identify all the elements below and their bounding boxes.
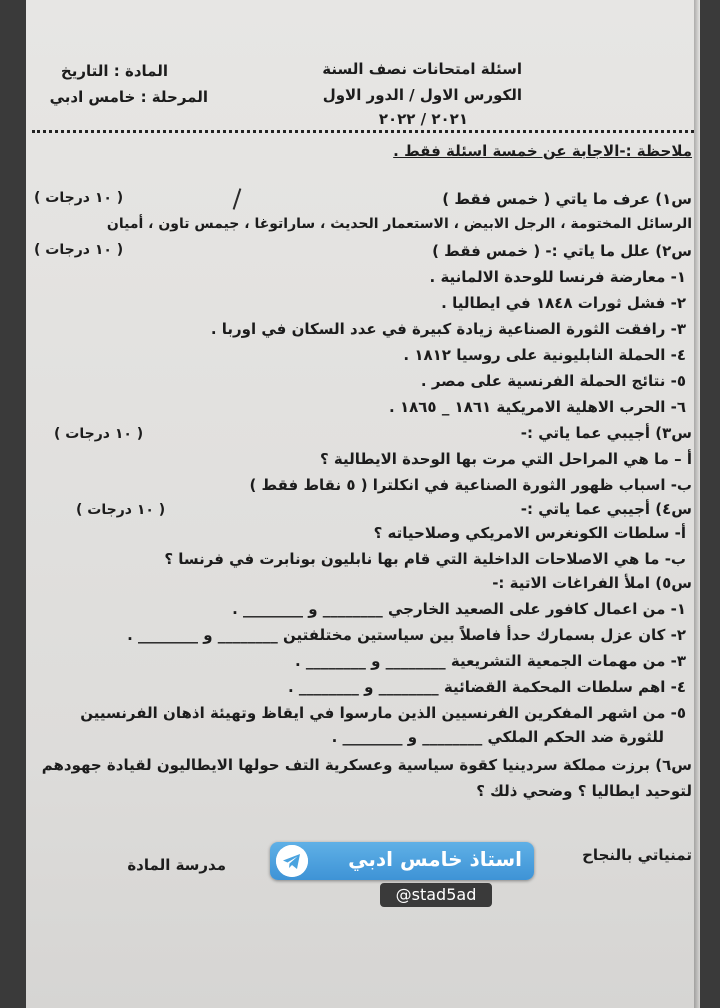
q2-marks: ( ١٠ درجات ) (34, 242, 124, 258)
exam-title: اسئلة امتحانات نصف السنة (322, 60, 522, 78)
q3-title: س٣) أجيبي عما ياتي :- (520, 424, 692, 442)
q4-part-b: ب- ما هي الاصلاحات الداخلية التي قام بها نابليون بونابرت في فرنسا ؟ (164, 550, 686, 568)
q1-title: س١) عرف ما ياتي ( خمس فقط ) (442, 190, 692, 208)
q2-title: س٢) علل ما ياتي :- ( خمس فقط ) (432, 242, 692, 260)
q5-item: ٣- من مهمات الجمعية التشريعية ________ و ________ . (294, 652, 686, 670)
q5-item: ٤- اهم سلطات المحكمة القضائية ________ و ________ . (287, 678, 686, 696)
stage-line: المرحلة : خامس ادبي (49, 88, 208, 106)
q2-item: ٤- الحملة النابليونية على روسيا ١٨١٢ . (403, 346, 686, 364)
q3-part-a: أ – ما هي المراحل التي مرت بها الوحدة الايطالية ؟ (319, 450, 692, 468)
q5-title: س٥) املأ الفراغات الاتية :- (492, 574, 692, 592)
subject-line: المادة : التاريخ (60, 62, 168, 80)
q2-item: ٢- فشل ثورات ١٨٤٨ في ايطاليا . (441, 294, 686, 312)
telegram-icon (276, 845, 308, 877)
q2-item: ٦- الحرب الاهلية الامريكية ١٨٦١ _ ١٨٦٥ . (389, 398, 686, 416)
q4-marks: ( ١٠ درجات ) (76, 502, 166, 518)
note-line: ملاحظة :-الاجابة عن خمسة اسئلة فقط . (393, 142, 692, 160)
q2-item: ٣- رافقت الثورة الصناعية زيادة كبيرة في عدد السكان في اوربا . (210, 320, 686, 338)
q2-item: ١- معارضة فرنسا للوحدة الالمانية . (429, 268, 686, 286)
q2-item: ٥- نتائج الحملة الفرنسية على مصر . (420, 372, 686, 390)
q5-item: ١- من اعمال كافور على الصعيد الخارجي ________ و ________ . (232, 600, 686, 618)
year-line: ٢٠٢١ / ٢٠٢٢ (378, 110, 468, 128)
watermark-handle: @stad5ad (380, 883, 492, 907)
q4-part-a: أ- سلطات الكونغرس الامريكي وصلاحياته ؟ (373, 524, 686, 542)
wish-text: تمنياتي بالنجاح (582, 846, 692, 864)
q5-item: ٥- من اشهر المفكرين الفرنسيين الذين مارسوا في ايقاظ وتهيئة اذهان الفرنسيين (80, 704, 686, 722)
q3-marks: ( ١٠ درجات ) (54, 426, 144, 442)
q3-part-b: ب- اسباب ظهور الثورة الصناعية في انكلترا ( ٥ نقاط فقط ) (249, 476, 692, 494)
q5-item: ٢- كان عزل بسمارك حدأ فاصلاً بين سياستين مختلفتين ________ و ________ . (127, 626, 686, 644)
teacher-signature-label: مدرسة المادة (127, 856, 226, 874)
watermark-title: استاذ خامس ادبي (348, 847, 522, 871)
q5-item: للثورة ضد الحكم الملكي ________ و ________ . (331, 728, 664, 746)
q6-line1: س٦) برزت مملكة سردينيا كقوة سياسية وعسكرية التف حولها الايطاليون لقيادة جهودهم (41, 756, 692, 774)
q6-line2: لتوحيد ايطاليا ؟ وضحي ذلك ؟ (476, 782, 692, 800)
q1-marks: ( ١٠ درجات ) (34, 190, 124, 206)
q1-body: الرسائل المختومة ، الرجل الابيض ، الاستعمار الحديث ، ساراتوغا ، جيمس تاون ، أميان (106, 216, 692, 232)
dotted-divider (32, 130, 694, 133)
telegram-watermark (270, 842, 534, 880)
course-line: الكورس الاول / الدور الاول (322, 86, 522, 104)
pen-mark (233, 188, 242, 210)
q4-title: س٤) أجيبي عما ياتي :- (520, 500, 692, 518)
